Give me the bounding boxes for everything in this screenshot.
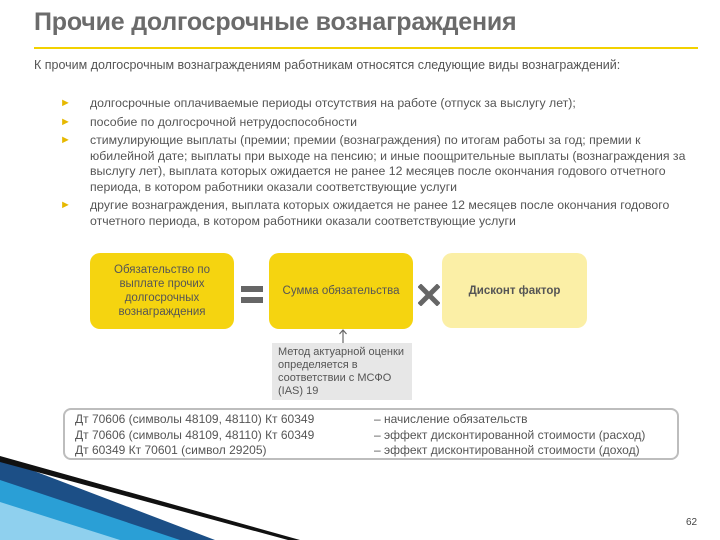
bullet-item — [60, 133, 690, 195]
page-number: 62 — [686, 517, 698, 528]
entry-description: – эффект дисконтированной стоимости (расход) — [374, 427, 646, 442]
intro-text: К прочим долгосрочным вознаграждениям работникам относятся следующие виды вознаграждений: — [34, 58, 621, 72]
entry-description: – начисление обязательств — [374, 412, 528, 426]
triangle-bullet-icon: ► — [60, 199, 71, 211]
title-underline — [34, 47, 698, 49]
discount-factor-box — [442, 253, 587, 328]
bullet-list — [60, 96, 690, 232]
entry-description: – эффект дисконтированной стоимости (доход) — [374, 443, 640, 457]
triangle-bullet-icon: ► — [60, 115, 71, 128]
method-note — [272, 343, 412, 400]
page-title: Прочие долгосрочные вознаграждения — [34, 8, 517, 36]
arrow-up-icon — [338, 329, 348, 343]
entry-account: Дт 60349 Кт 70601 (символ 29205) — [75, 443, 267, 457]
bullet-text: долгосрочные оплачиваемые периоды отсутствия на работе (отпуск за выслугу лет); — [90, 96, 576, 110]
obligation-amount-label: Сумма обязательства — [282, 285, 400, 297]
triangle-bullet-icon: ► — [60, 134, 71, 146]
bullet-text: другие вознаграждения, выплата которых ожидается не ранее 12 месяцев после окончания годового отчетного периода, в котором работники оказали соответствующие услуги — [90, 198, 670, 228]
bullet-item — [60, 115, 690, 131]
decorative-swoosh — [0, 440, 300, 540]
bullet-item — [60, 96, 690, 112]
bullet-text: стимулирующие выплаты (премии; премии (вознаграждения) по итогам работы за год; премии к юбилейной дате; выплаты при выходе на пенсию; и иные поощрительные выплаты (вознаграждения за выслугу лет), выплата которых ожидается не ранее 12 месяцев после окончания годового отчетного периода, в котором работники оказали соответствующие услуги — [90, 133, 686, 194]
entry-row — [71, 412, 671, 428]
triangle-bullet-icon: ► — [60, 97, 71, 109]
method-note-text: Метод актуарной оценки определяется в соответствии с МСФО (IAS) 19 — [278, 346, 404, 397]
obligation-amount-box — [269, 253, 413, 329]
discount-factor-label: Дисконт фактор — [468, 284, 561, 297]
equals-icon — [241, 286, 263, 304]
obligation-label: Обязательство по выплате прочих долгосрочных вознаграждения — [114, 264, 210, 318]
bullet-text: пособие по долгосрочной нетрудоспособности — [90, 114, 357, 129]
obligation-box — [90, 253, 234, 329]
bullet-item — [60, 198, 690, 229]
entry-account: Дт 70606 (символы 48109, 48110) Кт 60349 — [75, 427, 315, 442]
multiply-icon — [418, 284, 440, 306]
entry-account: Дт 70606 (символы 48109, 48110) Кт 60349 — [75, 412, 315, 426]
